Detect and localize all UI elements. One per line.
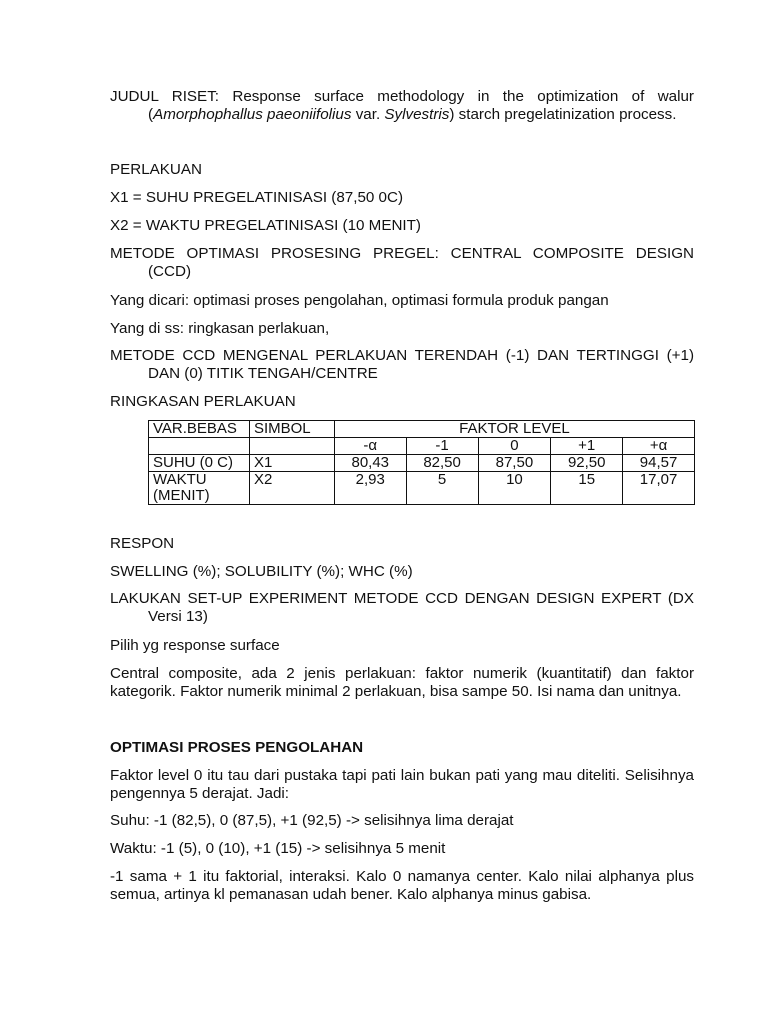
yang-dicari: Yang dicari: optimasi proses pengolahan, optimasi formula produk pangan [110, 292, 609, 309]
table-row [149, 455, 695, 472]
pilih-line: Pilih yg response surface [110, 637, 280, 654]
respon-heading: RESPON [110, 535, 175, 552]
row-simbol: X2 [249, 472, 334, 505]
title-variety: Sylvestris [384, 106, 450, 123]
swelling-line: SWELLING (%); SOLUBILITY (%); WHC (%) [110, 563, 413, 580]
lakukan-line: LAKUKAN SET-UP EXPERIMENT METODE CCD DENGAN DESIGN EXPERT (DX Versi 13) [110, 590, 694, 625]
title-label: JUDUL RISET: [110, 88, 219, 105]
row-value: 15 [551, 472, 623, 505]
title-text: Response surface methodology in the optimization of walur ( [148, 88, 694, 123]
row-value: 17,07 [623, 472, 695, 505]
table-levels-row [149, 438, 695, 455]
title-var: var. [351, 106, 385, 123]
suhu-line: Suhu: -1 (82,5), 0 (87,5), +1 (92,5) -> selisihnya lima derajat [110, 812, 514, 829]
row-value: 82,50 [406, 455, 478, 472]
level-minus-1: -1 [406, 438, 478, 455]
row-var: SUHU (0 C) [149, 455, 250, 472]
row-value: 87,50 [478, 455, 551, 472]
central-composite-paragraph: Central composite, ada 2 jenis perlakuan: faktor numerik (kuantitatif) dan faktor kategorik. Faktor numerik minimal 2 perlakuan, bisa sampe 50. Isi nama dan unitnya. [110, 665, 694, 700]
research-title [110, 88, 694, 124]
optimasi-heading: OPTIMASI PROSES PENGOLAHAN [110, 739, 364, 756]
title-species: Amorphophallus paeoniifolius [153, 106, 352, 123]
row-value: 80,43 [334, 455, 406, 472]
faktor-level-paragraph: Faktor level 0 itu tau dari pustaka tapi pati lain bukan pati yang mau diteliti. Selisihnya pengennya 5 derajat. Jadi: [110, 767, 694, 802]
row-var: WAKTU (MENIT) [149, 472, 250, 505]
header-var-bebas: VAR.BEBAS [149, 421, 250, 438]
table-row [149, 472, 695, 505]
row-simbol: X1 [249, 455, 334, 472]
table-header-row [149, 421, 695, 438]
waktu-line: Waktu: -1 (5), 0 (10), +1 (15) -> selisihnya 5 menit [110, 840, 446, 857]
treatment-table [148, 420, 695, 505]
yang-di-ss: Yang di ss: ringkasan perlakuan, [110, 320, 330, 337]
level-plus-alpha: +α [623, 438, 695, 455]
level-plus-1: +1 [551, 438, 623, 455]
row-value: 92,50 [551, 455, 623, 472]
row-value: 2,93 [334, 472, 406, 505]
metode-ccd: METODE CCD MENGENAL PERLAKUAN TERENDAH (-1) DAN TERTINGGI (+1) DAN (0) TITIK TENGAH/CENTRE [110, 347, 694, 382]
row-value: 10 [478, 472, 551, 505]
row-value: 5 [406, 472, 478, 505]
perlakuan-heading: PERLAKUAN [110, 161, 203, 178]
level-0: 0 [478, 438, 551, 455]
x1-line: X1 = SUHU PREGELATINISASI (87,50 0C) [110, 189, 404, 206]
level-minus-alpha: -α [334, 438, 406, 455]
row-value: 94,57 [623, 455, 695, 472]
faktorial-paragraph: -1 sama + 1 itu faktorial, interaksi. Kalo 0 namanya center. Kalo nilai alphanya plus semua, artinya kl pemanasan udah bener. Kalo alphanya minus gabisa. [110, 868, 694, 903]
title-end: ) starch pregelatinization process. [449, 106, 677, 123]
header-simbol: SIMBOL [249, 421, 334, 438]
header-faktor-level: FAKTOR LEVEL [334, 421, 694, 438]
x2-line: X2 = WAKTU PREGELATINISASI (10 MENIT) [110, 217, 421, 234]
ringkasan-heading: RINGKASAN PERLAKUAN [110, 393, 296, 410]
metode-optimasi: METODE OPTIMASI PROSESING PREGEL: CENTRAL COMPOSITE DESIGN (CCD) [110, 245, 694, 280]
